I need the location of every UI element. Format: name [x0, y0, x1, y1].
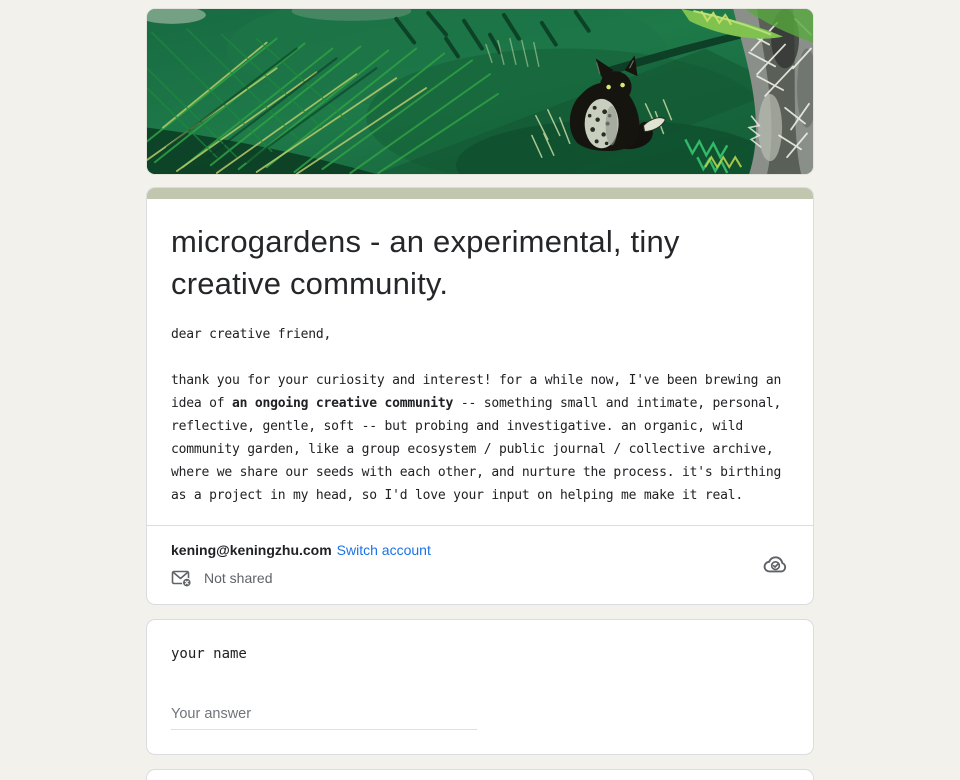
answer-input[interactable]	[171, 702, 477, 730]
share-status-text: Not shared	[204, 570, 273, 586]
theme-accent-strip	[147, 188, 813, 199]
description-greeting: dear creative friend,	[171, 327, 332, 342]
account-email: kening@keningzhu.com	[171, 542, 332, 558]
form-title-card	[146, 187, 814, 605]
form-title: microgardens - an experimental, tiny creative community.	[171, 224, 680, 301]
next-question-card-partial	[146, 769, 814, 780]
question-label: your name	[171, 646, 247, 662]
account-section	[147, 526, 813, 604]
description-bold-phrase: an ongoing creative community	[232, 396, 454, 411]
question-card-your-name	[146, 619, 814, 755]
switch-account-link[interactable]: Switch account	[336, 542, 431, 558]
form-header-image	[146, 8, 814, 175]
cloud-check-icon[interactable]	[761, 551, 789, 579]
description-paragraph: thank you for your curiosity and interest! for a while now, I've been brewing an idea of an ongoing creative community -- something small and intimate, personal, reflective, gentle, soft -- but probing and investigative. an organic, wild community garden, like a group ecosystem / public journal / collective archive, where we share our seeds with each other, and nurture the process. it's birthing as a project in my head, so I'd love your input on helping me make it real.	[171, 373, 782, 503]
form-description	[171, 323, 789, 525]
form-page-column	[146, 0, 814, 780]
envelope-not-shared-icon	[171, 568, 192, 588]
header-illustration	[147, 9, 813, 174]
